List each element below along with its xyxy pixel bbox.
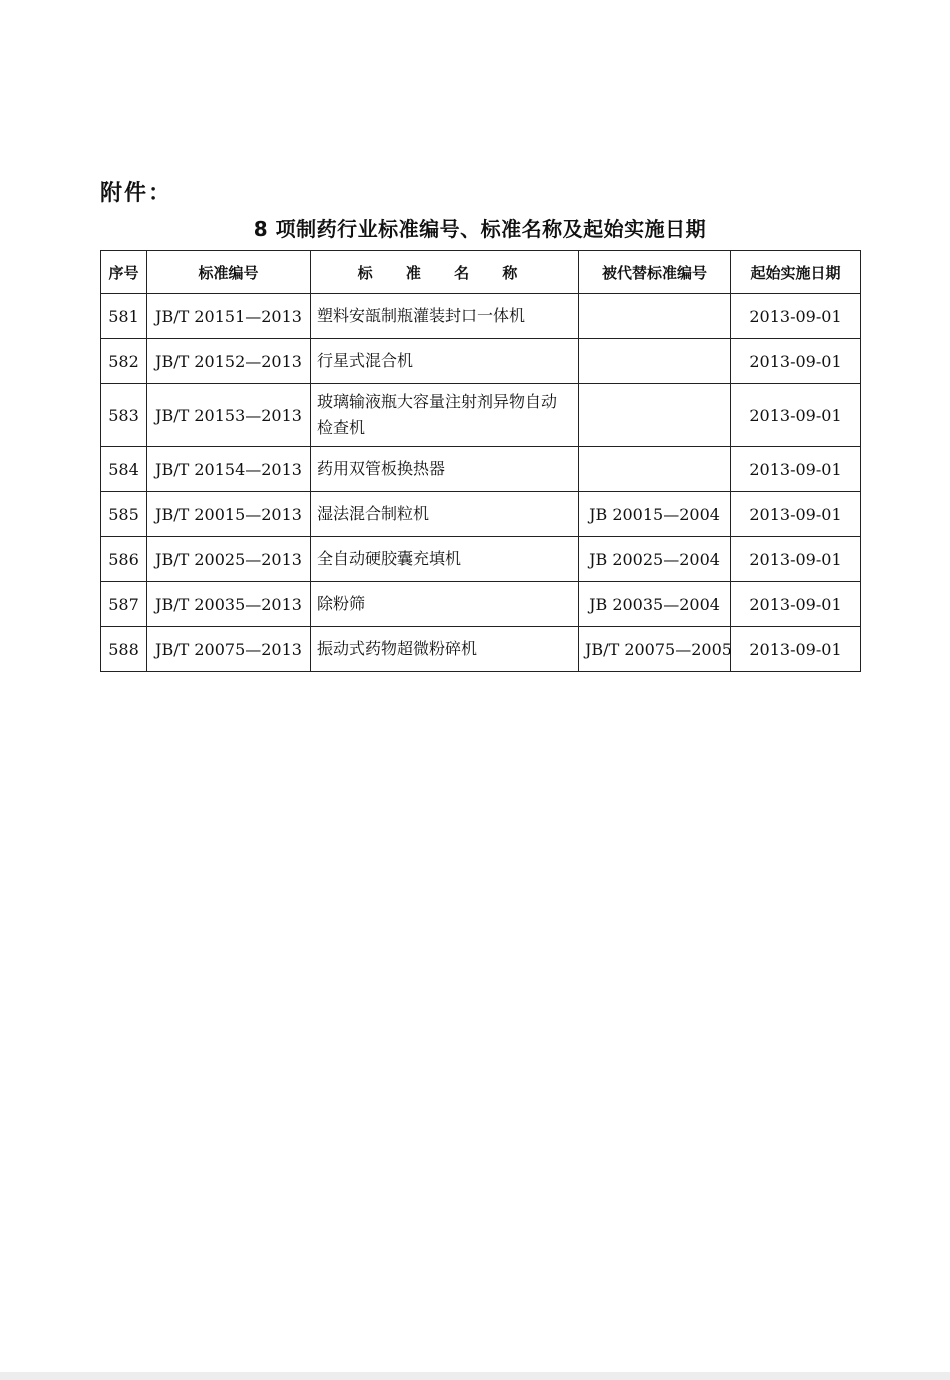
cell-date: 2013-09-01 [731, 627, 861, 672]
cell-name: 除粉筛 [311, 582, 579, 627]
cell-date: 2013-09-01 [731, 339, 861, 384]
cell-code: JB/T 20025—2013 [147, 537, 311, 582]
cell-replaced: JB 20035—2004 [579, 582, 731, 627]
cell-code: JB/T 20154—2013 [147, 447, 311, 492]
cell-replaced [579, 294, 731, 339]
cell-name: 塑料安瓿制瓶灌装封口一体机 [311, 294, 579, 339]
table-row [101, 339, 861, 384]
cell-code: JB/T 20151—2013 [147, 294, 311, 339]
cell-name: 湿法混合制粒机 [311, 492, 579, 537]
cell-name: 玻璃输液瓶大容量注射剂异物自动检查机 [311, 384, 579, 447]
cell-date: 2013-09-01 [731, 492, 861, 537]
cell-code: JB/T 20152—2013 [147, 339, 311, 384]
cell-seq: 587 [101, 582, 147, 627]
cell-name: 振动式药物超微粉碎机 [311, 627, 579, 672]
cell-date: 2013-09-01 [731, 582, 861, 627]
document-title: 8 项制药行业标准编号、标准名称及起始实施日期 [253, 217, 707, 241]
header-name: 标 准 名 称 [311, 251, 579, 294]
cell-replaced [579, 384, 731, 447]
cell-seq: 585 [101, 492, 147, 537]
cell-replaced: JB 20015—2004 [579, 492, 731, 537]
page-bottom-edge [0, 1372, 950, 1380]
table-row [101, 492, 861, 537]
cell-date: 2013-09-01 [731, 537, 861, 582]
header-seq: 序号 [101, 251, 147, 294]
standards-table [100, 250, 861, 672]
cell-date: 2013-09-01 [731, 294, 861, 339]
table-row [101, 294, 861, 339]
table-row [101, 537, 861, 582]
table-row [101, 627, 861, 672]
table-row [101, 582, 861, 627]
cell-seq: 582 [101, 339, 147, 384]
cell-code: JB/T 20015—2013 [147, 492, 311, 537]
cell-code: JB/T 20153—2013 [147, 384, 311, 447]
table-row [101, 447, 861, 492]
cell-name: 行星式混合机 [311, 339, 579, 384]
header-date: 起始实施日期 [731, 251, 861, 294]
attachment-label: 附件： [100, 181, 173, 206]
header-replaced: 被代替标准编号 [579, 251, 731, 294]
cell-replaced: JB 20025—2004 [579, 537, 731, 582]
cell-seq: 583 [101, 384, 147, 447]
table-row [101, 384, 861, 447]
header-code: 标准编号 [147, 251, 311, 294]
cell-replaced [579, 447, 731, 492]
cell-date: 2013-09-01 [731, 447, 861, 492]
cell-replaced [579, 339, 731, 384]
cell-code: JB/T 20075—2013 [147, 627, 311, 672]
cell-seq: 588 [101, 627, 147, 672]
cell-replaced: JB/T 20075—2005 [579, 627, 731, 672]
cell-date: 2013-09-01 [731, 384, 861, 447]
cell-seq: 581 [101, 294, 147, 339]
table-header-row [101, 251, 861, 294]
cell-name: 全自动硬胶囊充填机 [311, 537, 579, 582]
cell-name: 药用双管板换热器 [311, 447, 579, 492]
cell-seq: 584 [101, 447, 147, 492]
cell-code: JB/T 20035—2013 [147, 582, 311, 627]
cell-seq: 586 [101, 537, 147, 582]
